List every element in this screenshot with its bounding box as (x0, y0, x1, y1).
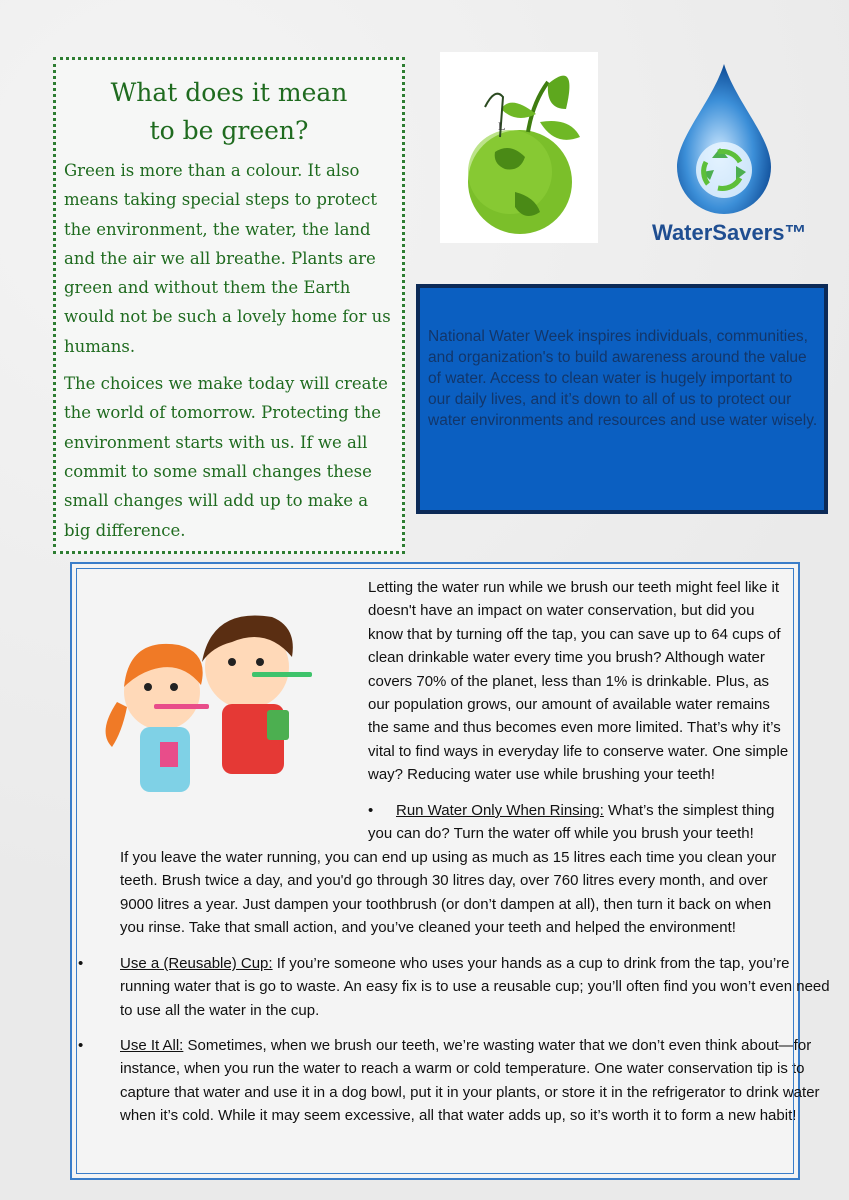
bullet-dot-2: • (78, 955, 84, 972)
bullet-run-water (120, 799, 795, 939)
svg-text:L: L (498, 119, 506, 133)
bullet-run-water-title: Run Water Only When Rinsing: (396, 802, 604, 819)
bullet-dot-3: • (78, 1037, 84, 1054)
bullet-reusable-cup (78, 952, 840, 1022)
kids-brushing-teeth-illustration (82, 592, 342, 810)
brushing-article-box (70, 562, 830, 1180)
globe-plant-icon (440, 52, 598, 243)
watersavers-label: WaterSavers™ (652, 220, 807, 245)
national-water-week-box (416, 284, 828, 514)
bullet-run-water-first-line (120, 799, 795, 846)
national-water-week-text: National Water Week inspires individuals, communities, and organization's to build awareness around the value of water. Access to clean water is hugely important to our daily lives, and it’s down to all of us to protect our water environments and resources and use water wisely. (428, 328, 818, 429)
green-box-title (56, 74, 402, 150)
green-para-2: The choices we make today will create the world of tomorrow. Protecting the environment starts with us. If we all commit to some small changes these small changes will add up to make a big difference. (64, 374, 388, 540)
bullet-run-water-text-a: What’s the simplest thing you can do? Turn the water off while you brush your teeth! (368, 802, 775, 843)
title-line-2: to be green? (149, 116, 309, 145)
bullet-use-it-all (78, 1034, 840, 1128)
title-line-1: What does it mean (110, 78, 348, 107)
bullet-dot-1: • (368, 802, 374, 819)
globe-plant-logo (440, 52, 598, 243)
water-drop-recycle-icon (652, 62, 797, 220)
watersavers-logo (652, 62, 807, 252)
article-intro: Letting the water run while we brush our teeth might feel like it doesn't have an impact on water conservation, but did you know that by turning off the tap, you can save up to 64 cups of clean drinkable water every time you brush? Although water covers 70% of the planet, less than 1% is drinkable. Plus, as our population grows, our amount of available water remains the same and thus becomes even more limited. That’s why it’s vital to find ways in everyday life to conserve water. One simple way? Reducing water use while brushing your teeth! (368, 579, 789, 784)
bullet-use-it-all-title: Use It All: (120, 1037, 184, 1054)
bullet-use-it-all-text: Sometimes, when we brush our teeth, we’re wasting water that we don’t even think about—for instance, when you run the water to reach a warm or cold temperature. One water conservation tip is to capture that water and use it in a dog bowl, put it in your plants, or store it in the refrigerator to drink water when it’s cold. While it may seem excessive, all that water adds up, so it’s worth it to form a new habit! (120, 1037, 820, 1125)
green-para-1: Green is more than a colour. It also means taking special steps to protect the environment, the water, the land and the air we all breathe. Plants are green and without them the Earth would not be such a lovely home for us humans. (64, 161, 391, 356)
bullet-reusable-cup-text: If you’re someone who uses your hands as a cup to drink from the tap, you’re running water that is go to waste. An easy fix is to use a reusable cup; you’ll often find you won’t even need to use all the water in the cup. (120, 955, 830, 1019)
bullet-run-water-text-b: If you leave the water running, you can end up using as much as 15 litres each time you clean your teeth. Brush twice a day, and you'd go through 30 litres day, over 760 litres every month, and over 9000 litres a year. Just dampen your toothbrush (or don’t dampen at all), then turn it back on when you rinse. Take that small action, and you’ve cleaned your teeth and helped the environment! (120, 848, 777, 937)
bullet-reusable-cup-title: Use a (Reusable) Cup: (120, 955, 273, 972)
what-is-green-box (53, 57, 405, 554)
